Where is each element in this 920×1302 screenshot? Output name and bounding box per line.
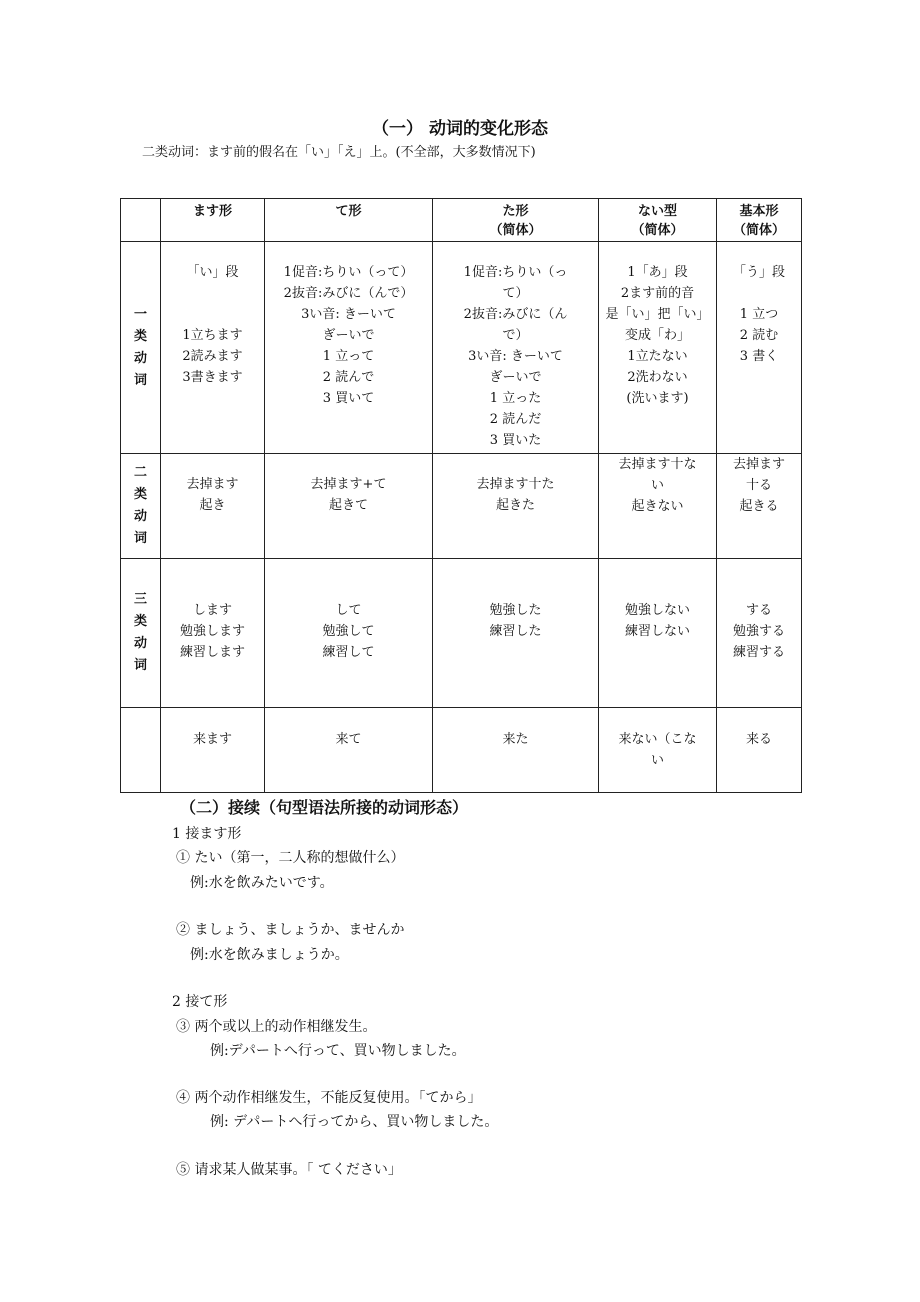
cell-group3-ta: 勉強した 練習した xyxy=(433,559,599,708)
table-row-group3 xyxy=(121,559,802,708)
table-row-group1 xyxy=(121,242,802,454)
section2-title: （二）接续（句型语法所接的动词形态） xyxy=(180,798,469,817)
cell-group1-te: 1促音:ちりい（って） 2抜音:みびに（んで） 3い音: きーいて ぎーいで 1 立って 2 読んで 3 買いて xyxy=(265,242,433,454)
item-1-example: 例:水を飲みたいです。 xyxy=(190,875,334,891)
item-4: ④ 两个动作相继发生，不能反复使用。「てから」 xyxy=(176,1090,482,1106)
cell-group3-te: して 勉強して 練習して xyxy=(265,559,433,708)
cell-group1-masu: 「い」段 1立ちます 2読みます 3書きます xyxy=(161,242,265,454)
item-1: ① たい（第一，二人称的想做什么） xyxy=(176,850,405,866)
group-te-heading: 2 接て形 xyxy=(172,994,228,1010)
verb-forms-table xyxy=(120,198,802,793)
cell-group3-masu: します 勉強します 練習します xyxy=(161,559,265,708)
header-ta-form: た形 （简体） xyxy=(433,199,599,242)
header-masu-form: ます形 xyxy=(161,199,265,242)
item-3-example: 例:デパートへ行って、買い物しました。 xyxy=(210,1043,466,1059)
table-header-row xyxy=(121,199,802,242)
row-label-group2: 二 类 动 词 xyxy=(121,454,161,559)
group-masu-heading: 1 接ます形 xyxy=(172,826,242,842)
section-title: （一） 动词的变化形态 xyxy=(372,119,548,139)
row-label-group1: 一 类 动 词 xyxy=(121,242,161,454)
cell-kuru-te: 来て xyxy=(265,708,433,793)
section-subtitle: 二类动词：ます前的假名在「い」「え」上。(不全部，大多数情况下) xyxy=(142,145,536,160)
cell-group2-masu: 去掉ます 起き xyxy=(161,454,265,559)
item-2: ② ましょう、ましょうか、ませんか xyxy=(176,922,405,938)
cell-group3-nai: 勉強しない 練習しない xyxy=(599,559,717,708)
item-3: ③ 两个或以上的动作相继发生。 xyxy=(176,1019,377,1035)
header-te-form: て形 xyxy=(265,199,433,242)
header-nai-form: ない型 （简体） xyxy=(599,199,717,242)
row-label-kuru xyxy=(121,708,161,793)
row-label-group3: 三 类 动 词 xyxy=(121,559,161,708)
cell-group3-basic: する 勉強する 練習する xyxy=(717,559,802,708)
cell-kuru-masu: 来ます xyxy=(161,708,265,793)
item-5: ⑤ 请求某人做某事。「 てください」 xyxy=(176,1162,402,1178)
cell-kuru-nai: 来ない（こな い xyxy=(599,708,717,793)
cell-group2-nai: 去掉ます十な い 起きない xyxy=(599,454,717,559)
cell-group2-ta: 去掉ます十た 起きた xyxy=(433,454,599,559)
cell-kuru-basic: 来る xyxy=(717,708,802,793)
header-corner xyxy=(121,199,161,242)
cell-group1-nai: 1「あ」段 2ます前的音 是「い」把「い」 变成「わ」 1立たない 2洗わない (洗います) xyxy=(599,242,717,454)
header-basic-form: 基本形 （简体） xyxy=(717,199,802,242)
cell-group1-ta: 1促音:ちりい（っ て） 2抜音:みびに（ん で） 3い音: きーいて ぎーいで 1 立った 2 読んだ 3 買いた xyxy=(433,242,599,454)
cell-group2-te: 去掉ます+て 起きて xyxy=(265,454,433,559)
item-2-example: 例:水を飲みましょうか。 xyxy=(190,947,349,963)
item-4-example: 例: デパートへ行ってから、買い物しました。 xyxy=(210,1114,499,1130)
cell-group1-basic: 「う」段 1 立つ 2 読む 3 書く xyxy=(717,242,802,454)
table-row-group2 xyxy=(121,454,802,559)
cell-kuru-ta: 来た xyxy=(433,708,599,793)
table-row-kuru xyxy=(121,708,802,793)
cell-group2-basic: 去掉ます 十る 起きる xyxy=(717,454,802,559)
